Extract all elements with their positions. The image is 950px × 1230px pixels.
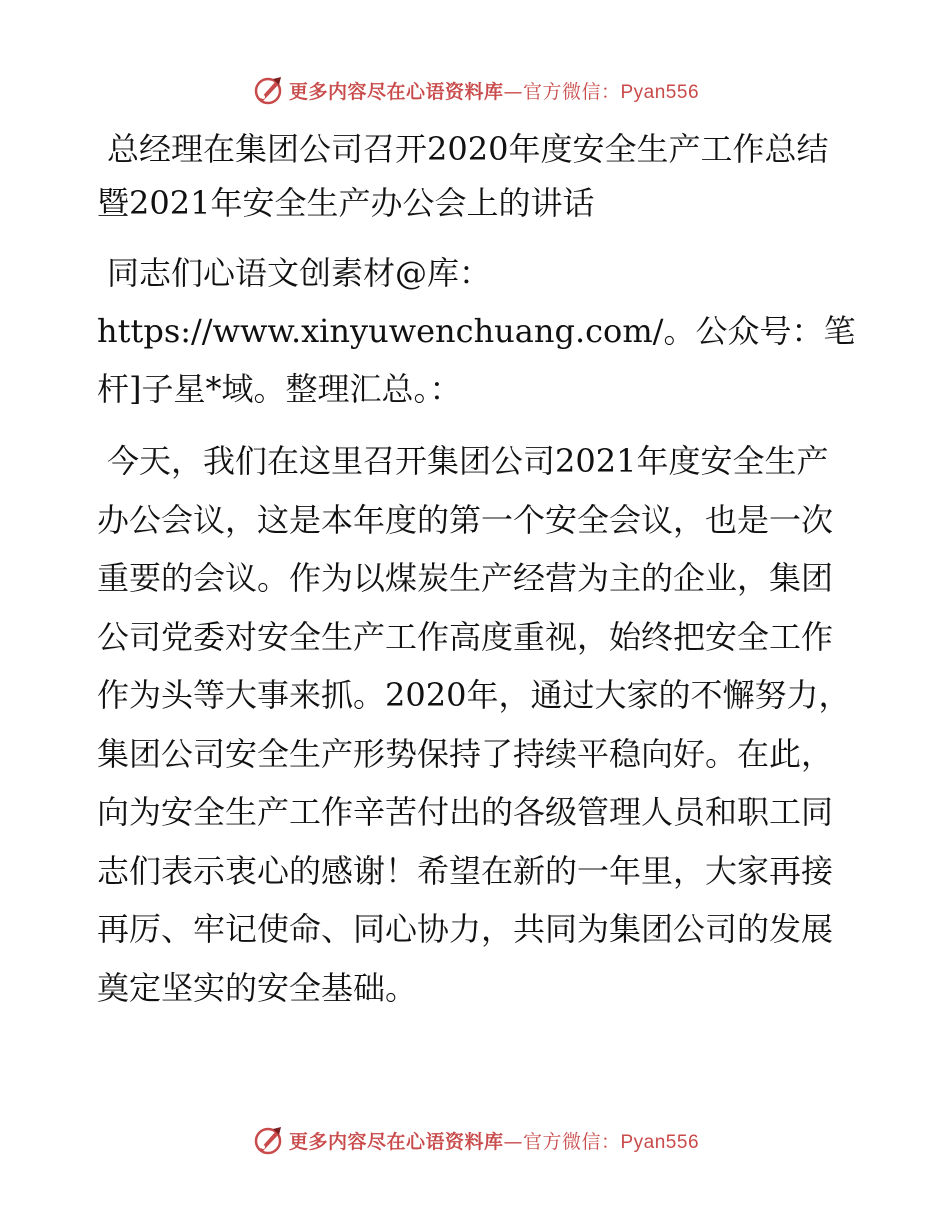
footer-banner-dash: — bbox=[503, 1130, 523, 1153]
footer-banner-main: 更多内容尽在心语资料库 bbox=[288, 1130, 504, 1153]
footer-banner-id: Pyan556 bbox=[620, 1131, 700, 1153]
intro-paragraph: 同志们心语文创素材@库：https://www.xinyuwenchuang.com/。公众号：笔杆]子星*域。整理汇总。： bbox=[97, 254, 856, 408]
footer-banner-text bbox=[289, 1127, 699, 1154]
header-banner-id: Pyan556 bbox=[620, 81, 700, 103]
footer-banner-label: 官方微信： bbox=[522, 1130, 621, 1153]
header-banner-text bbox=[289, 77, 699, 104]
document-body bbox=[97, 122, 857, 1027]
quill-pen-icon bbox=[251, 73, 285, 107]
quill-pen-icon bbox=[251, 1123, 285, 1157]
header-banner-label: 官方微信： bbox=[522, 80, 621, 103]
body-paragraph: 今天，我们在这里召开集团公司2021年度安全生产办公会议，这是本年度的第一个安全会议，也是一次重要的会议。作为以煤炭生产经营为主的企业，集团公司党委对安全生产工作高度重视，始终把安全工作作为头等大事来抓。2020年，通过大家的不懈努力，集团公司安全生产形势保持了持续平稳向好。在此，向为安全生产工作辛苦付出的各级管理人员和职工同志们表示衷心的感谢！希望在新的一年里，大家再接再厉、牢记使命、同心协力，共同为集团公司的发展奠定坚实的安全基础。 bbox=[97, 442, 851, 1007]
header-banner-dash: — bbox=[503, 80, 523, 103]
header-banner-main: 更多内容尽在心语资料库 bbox=[288, 80, 504, 103]
footer-watermark-banner bbox=[0, 1120, 950, 1160]
header-watermark-banner bbox=[0, 70, 950, 110]
document-title: 总经理在集团公司召开2020年度安全生产工作总结暨2021年安全生产办公会上的讲话 bbox=[97, 130, 829, 222]
